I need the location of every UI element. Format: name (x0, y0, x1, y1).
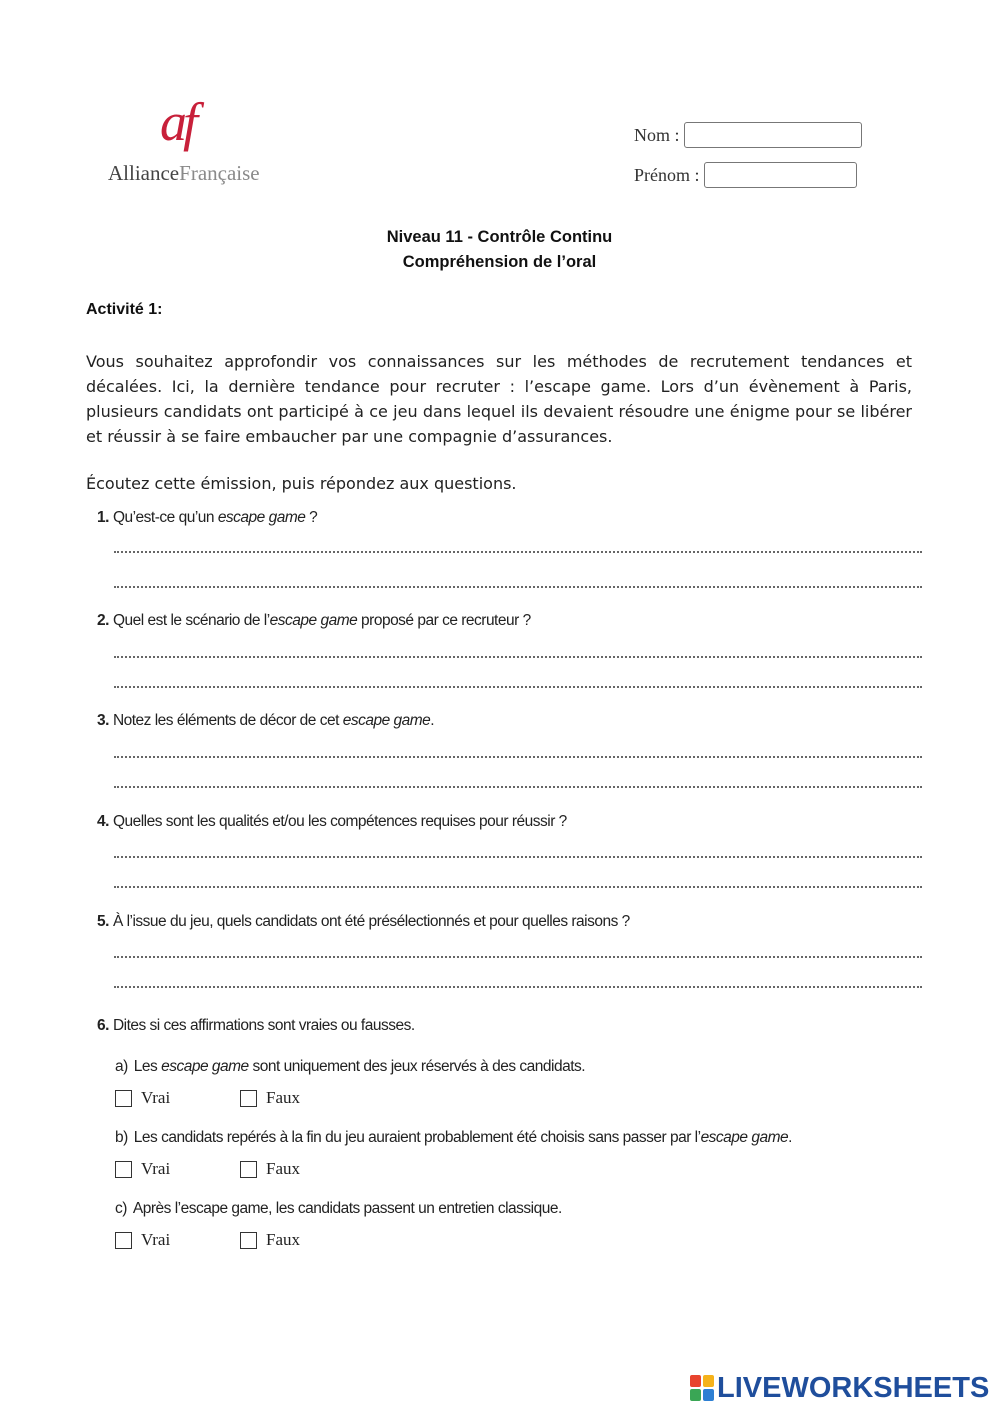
activity-title: Activité 1: (86, 301, 163, 318)
prenom-label: Prénom : (634, 164, 700, 185)
answer-line-4b[interactable] (114, 886, 922, 888)
question-1 (97, 509, 317, 527)
brand-square-yellow (703, 1375, 714, 1387)
question-text: Qu’est-ce qu’un (112, 509, 218, 526)
question-text-end: ? (305, 509, 318, 526)
brand-square-red (690, 1375, 701, 1387)
checkbox-icon[interactable] (115, 1161, 132, 1178)
question-3 (97, 712, 434, 730)
brand-square-green (690, 1389, 701, 1401)
activity-intro: Vous souhaitez approfondir vos connaissances sur les méthodes de recrutement tendances et décalées. Ici, la dernière tendance pour recruter : l’escape game. Lors d’un évènement à Paris, plusieurs candidats ont participé à ce jeu dans lequel ils devaient résoudre une énigme pour se libérer et réussir à se faire embaucher par une compagnie d’assurances. (86, 352, 912, 446)
statement-b (115, 1129, 792, 1147)
answer-line-4a[interactable] (114, 856, 922, 858)
question-text: Quelles sont les qualités et/ou les compétences requises pour réussir ? (112, 813, 567, 830)
logo-mark: af (160, 92, 195, 152)
liveworksheets-brand (690, 1373, 989, 1403)
question-text: À l’issue du jeu, quels candidats ont été présélectionnés et pour quelles raisons ? (112, 913, 630, 930)
statement-b-vrai-option[interactable] (115, 1159, 170, 1179)
answer-line-1b[interactable] (114, 586, 922, 588)
nom-row (634, 122, 862, 148)
question-emphasis: escape game (217, 509, 306, 526)
statement-a-vrai-option[interactable] (115, 1088, 170, 1108)
page-subtitle: Compréhension de l’oral (402, 253, 597, 271)
answer-line-2b[interactable] (114, 686, 922, 688)
statement-c (115, 1200, 562, 1218)
question-text: Quel est le scénario de l’ (112, 612, 270, 629)
answer-line-2a[interactable] (114, 656, 922, 658)
faux-label: Faux (266, 1088, 300, 1107)
answer-line-3b[interactable] (114, 786, 922, 788)
question-6 (97, 1017, 415, 1035)
checkbox-icon[interactable] (240, 1090, 257, 1107)
statement-letter: a) (115, 1058, 128, 1075)
nom-input[interactable] (684, 122, 862, 148)
statement-c-faux-option[interactable] (240, 1230, 300, 1250)
question-number: 6. (97, 1017, 109, 1034)
question-emphasis: escape game (342, 712, 431, 729)
statement-a (115, 1058, 585, 1076)
brand-square-blue (703, 1389, 714, 1401)
statement-text: Les (133, 1058, 162, 1075)
statement-text-end: sont uniquement des jeux réservés à des candidats. (248, 1058, 586, 1075)
question-text-end: proposé par ce recruteur ? (357, 612, 531, 629)
question-5 (97, 913, 630, 931)
statement-emphasis: escape game (161, 1058, 249, 1075)
answer-line-5a[interactable] (114, 956, 922, 958)
checkbox-icon[interactable] (115, 1090, 132, 1107)
prenom-row (634, 162, 857, 188)
brand-text: LIVEWORKSHEETS (717, 1372, 990, 1404)
question-number: 1. (97, 509, 109, 526)
checkbox-icon[interactable] (240, 1232, 257, 1249)
statement-c-vrai-option[interactable] (115, 1230, 170, 1250)
question-text: Notez les éléments de décor de cet (112, 712, 343, 729)
statement-text: Après l’escape game, les candidats passent un entretien classique. (132, 1200, 562, 1217)
statement-emphasis: escape game (700, 1129, 789, 1146)
prenom-input[interactable] (704, 162, 857, 188)
statement-a-faux-option[interactable] (240, 1088, 300, 1108)
question-emphasis: escape game (269, 612, 358, 629)
answer-line-5b[interactable] (114, 986, 922, 988)
alliance-francaise-logo (108, 92, 278, 195)
statement-b-faux-option[interactable] (240, 1159, 300, 1179)
checkbox-icon[interactable] (240, 1161, 257, 1178)
faux-label: Faux (266, 1159, 300, 1178)
nom-label: Nom : (634, 124, 680, 145)
checkbox-icon[interactable] (115, 1232, 132, 1249)
statement-text: Les candidats repérés à la fin du jeu auraient probablement été choisis sans passer par l’ (133, 1129, 701, 1146)
question-text-end: . (430, 712, 435, 729)
vrai-label: Vrai (141, 1088, 171, 1107)
question-number: 5. (97, 913, 109, 930)
statement-text-end: . (788, 1129, 792, 1146)
statement-letter: c) (115, 1200, 127, 1217)
statement-letter: b) (115, 1129, 128, 1146)
question-number: 2. (97, 612, 109, 629)
logo-word-alliance: Alliance (108, 161, 180, 185)
question-number: 3. (97, 712, 109, 729)
logo-word-francaise: Française (179, 161, 260, 185)
question-2 (97, 612, 531, 630)
liveworksheets-icon (690, 1375, 714, 1401)
faux-label: Faux (266, 1230, 300, 1249)
answer-line-3a[interactable] (114, 756, 922, 758)
answer-line-1a[interactable] (114, 551, 922, 553)
question-number: 4. (97, 813, 109, 830)
vrai-label: Vrai (141, 1159, 171, 1178)
vrai-label: Vrai (141, 1230, 171, 1249)
activity-instruction: Écoutez cette émission, puis répondez aux questions. (86, 474, 517, 493)
question-text: Dites si ces affirmations sont vraies ou fausses. (112, 1017, 415, 1034)
logo-wordmark (108, 161, 260, 186)
page-title: Niveau 11 - Contrôle Continu (386, 228, 613, 246)
question-4 (97, 813, 567, 831)
